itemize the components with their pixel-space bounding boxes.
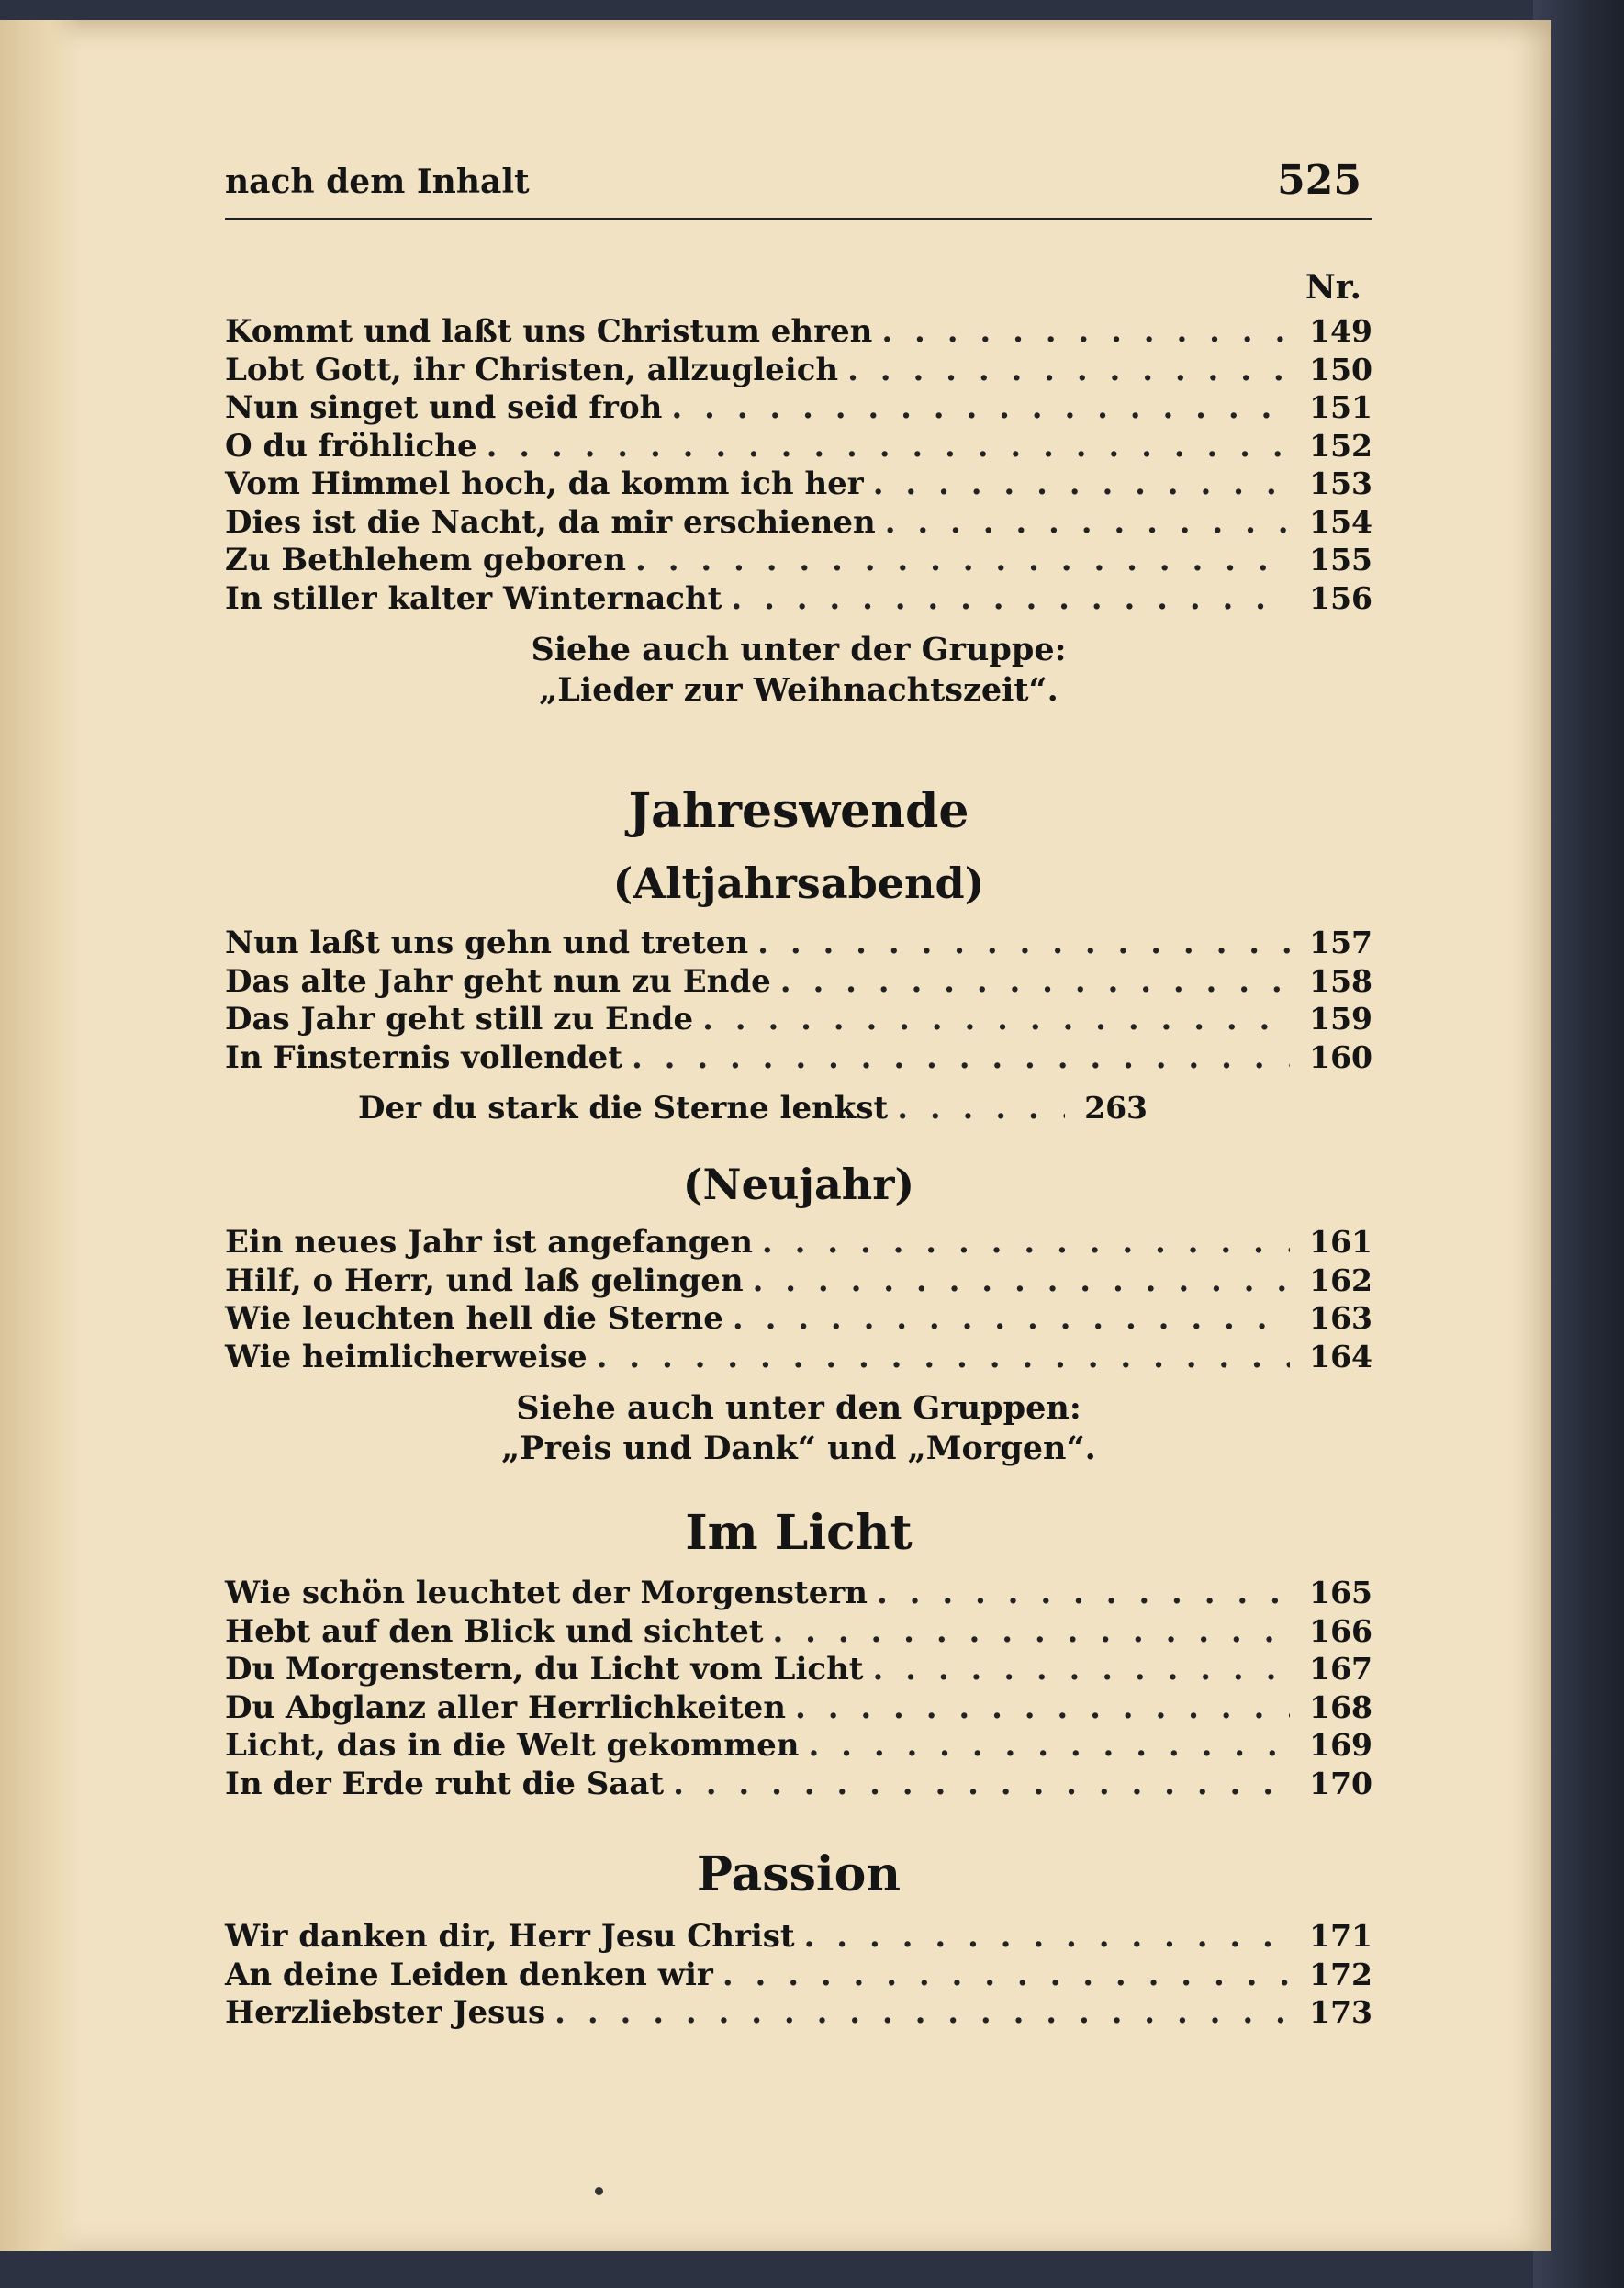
entry-number: 166: [1309, 1612, 1372, 1649]
entry-title: Wie leuchten hell die Sterne: [225, 1300, 723, 1337]
toc-entry: [225, 1726, 1372, 1765]
dot-leader: [873, 1651, 1291, 1689]
entry-number: 171: [1309, 1918, 1372, 1954]
dot-leader: [702, 1001, 1290, 1039]
entry-number: 168: [1309, 1688, 1372, 1725]
toc-extra-entry: [358, 1089, 1148, 1127]
dot-leader: [753, 1262, 1290, 1301]
entry-title: An deine Leiden denken wir: [225, 1956, 713, 1993]
dot-leader: [554, 1994, 1290, 2033]
toc-entry: [225, 541, 1372, 579]
toc-entry: [225, 1299, 1372, 1338]
cross-reference-note: Siehe auch unter den Gruppen:: [516, 1389, 1081, 1427]
toc-list-section4: [225, 1917, 1372, 2032]
entry-number: 154: [1309, 503, 1372, 540]
entry-number: 167: [1309, 1651, 1372, 1687]
entry-number: 173: [1309, 1994, 1372, 2030]
toc-entry: [225, 924, 1372, 962]
toc-entry: [225, 1765, 1372, 1803]
toc-entry: [225, 1262, 1372, 1300]
entry-number: 263: [1084, 1090, 1148, 1126]
toc-list-section1: [225, 312, 1372, 617]
toc-entry: [225, 427, 1372, 465]
entry-title: In stiller kalter Winternacht: [225, 579, 722, 617]
dot-leader: [780, 963, 1290, 1002]
toc-entry: [225, 1338, 1372, 1376]
toc-entry: [225, 1223, 1372, 1262]
toc-entry: [225, 388, 1372, 427]
entry-title: O du fröhliche: [225, 427, 477, 465]
entry-title: Wie heimlicherweise: [225, 1338, 588, 1375]
entry-title: Der du stark die Sterne lenkst: [358, 1090, 889, 1127]
dot-leader: [885, 504, 1290, 543]
dot-leader: [881, 313, 1290, 352]
dot-leader: [795, 1689, 1290, 1728]
entry-number: 162: [1309, 1262, 1372, 1298]
dot-leader: [671, 389, 1290, 428]
cross-reference-note: „Preis und Dank“ und „Morgen“.: [501, 1430, 1096, 1467]
cross-reference-note: „Lieder zur Weihnachtszeit“.: [539, 671, 1058, 709]
entry-number: 159: [1309, 1001, 1372, 1037]
cross-reference-note: Siehe auch unter der Gruppe:: [531, 631, 1067, 668]
dot-leader: [757, 925, 1290, 963]
entry-title: Licht, das in die Welt gekommen: [225, 1727, 800, 1764]
toc-entry: [225, 1038, 1372, 1077]
dot-leader: [487, 428, 1290, 466]
toc-entry: [358, 1089, 1148, 1127]
entry-title: Dies ist die Nacht, da mir erschienen: [225, 503, 876, 541]
entry-title: In Finsternis vollendet: [225, 1038, 622, 1076]
entry-number: 150: [1309, 351, 1372, 387]
entry-title: Vom Himmel hoch, da komm ich her: [225, 465, 864, 502]
toc-entry: [225, 1000, 1372, 1038]
toc-list-section3: [225, 1574, 1372, 1802]
toc-entry: [225, 1917, 1372, 1956]
dot-leader: [873, 465, 1290, 504]
dot-leader: [673, 1766, 1290, 1804]
entry-title: Ein neues Jahr ist angefangen: [225, 1224, 753, 1261]
entry-number: 155: [1309, 542, 1372, 578]
entry-number: 156: [1309, 579, 1372, 616]
entry-number: 163: [1309, 1300, 1372, 1336]
dot-leader: [762, 1224, 1290, 1262]
section-subheading: (Neujahr): [682, 1160, 915, 1209]
entry-number: 170: [1309, 1765, 1372, 1801]
entry-title: Wir danken dir, Herr Jesu Christ: [225, 1918, 795, 1955]
toc-entry: [225, 962, 1372, 1001]
dot-leader: [597, 1339, 1290, 1377]
dot-leader: [731, 580, 1290, 619]
entry-number: 157: [1309, 925, 1372, 960]
toc-entry: [225, 1956, 1372, 1994]
entry-number: 161: [1309, 1224, 1372, 1260]
entry-title: Du Morgenstern, du Licht vom Licht: [225, 1651, 864, 1688]
toc-entry: [225, 1688, 1372, 1727]
entry-title: Zu Bethlehem geboren: [225, 542, 627, 578]
section-heading: Im Licht: [685, 1505, 913, 1561]
entry-title: Lobt Gott, ihr Christen, allzugleich: [225, 351, 839, 388]
toc-entry: [225, 1574, 1372, 1612]
dot-leader: [804, 1918, 1290, 1957]
section-heading: Jahreswende: [628, 783, 969, 839]
toc-entry: [225, 503, 1372, 542]
book-page: [0, 20, 1551, 2251]
dot-leader: [733, 1300, 1290, 1339]
entry-title: Kommt und laßt uns Christum ehren: [225, 313, 873, 350]
header-title: nach dem Inhalt: [225, 163, 530, 201]
section-subheading: (Altjahrsabend): [612, 858, 985, 908]
toc-list-section2b: [225, 1223, 1372, 1375]
entry-title: Nun laßt uns gehn und treten: [225, 925, 749, 961]
toc-list-section2: [225, 924, 1372, 1076]
dot-leader: [632, 1039, 1290, 1078]
entry-number: 151: [1309, 389, 1372, 425]
entry-title: Hebt auf den Blick und sichtet: [225, 1612, 764, 1650]
toc-entry: [225, 579, 1372, 618]
entry-title: Das Jahr geht still zu Ende: [225, 1001, 694, 1037]
entry-number: 164: [1309, 1338, 1372, 1374]
entry-number: 153: [1309, 465, 1372, 501]
toc-entry: [225, 1612, 1372, 1651]
entry-number: 165: [1309, 1575, 1372, 1610]
entry-title: Du Abglanz aller Herrlichkeiten: [225, 1688, 787, 1726]
section-heading: Passion: [696, 1846, 902, 1902]
dot-leader: [722, 1957, 1290, 1995]
running-header: [225, 157, 1372, 220]
page-gutter: [0, 20, 83, 2251]
toc-entry: [225, 1650, 1372, 1688]
entry-title: Hilf, o Herr, und laß gelingen: [225, 1262, 744, 1299]
dot-leader: [897, 1090, 1065, 1128]
entry-number: 152: [1309, 427, 1372, 464]
toc-entry: [225, 351, 1372, 389]
dot-leader: [772, 1613, 1290, 1652]
dot-leader: [635, 542, 1290, 580]
entry-number: 158: [1309, 962, 1372, 999]
toc-entry: [225, 312, 1372, 351]
dot-leader: [847, 352, 1290, 390]
dot-leader: [877, 1575, 1290, 1613]
entry-title: Das alte Jahr geht nun zu Ende: [225, 962, 771, 1000]
entry-title: In der Erde ruht die Saat: [225, 1765, 665, 1802]
number-column-label: Nr.: [1305, 268, 1361, 307]
entry-title: Wie schön leuchtet der Morgenstern: [225, 1575, 868, 1611]
toc-entry: [225, 465, 1372, 503]
entry-title: Herzliebster Jesus: [225, 1994, 546, 2031]
entry-number: 172: [1309, 1956, 1372, 1992]
ink-speck: [595, 2187, 603, 2195]
toc-entry: [225, 1993, 1372, 2032]
dot-leader: [808, 1727, 1290, 1766]
page-number: 525: [1277, 157, 1361, 204]
entry-title: Nun singet und seid froh: [225, 389, 663, 426]
entry-number: 149: [1309, 313, 1372, 349]
entry-number: 169: [1309, 1727, 1372, 1763]
entry-number: 160: [1309, 1038, 1372, 1075]
